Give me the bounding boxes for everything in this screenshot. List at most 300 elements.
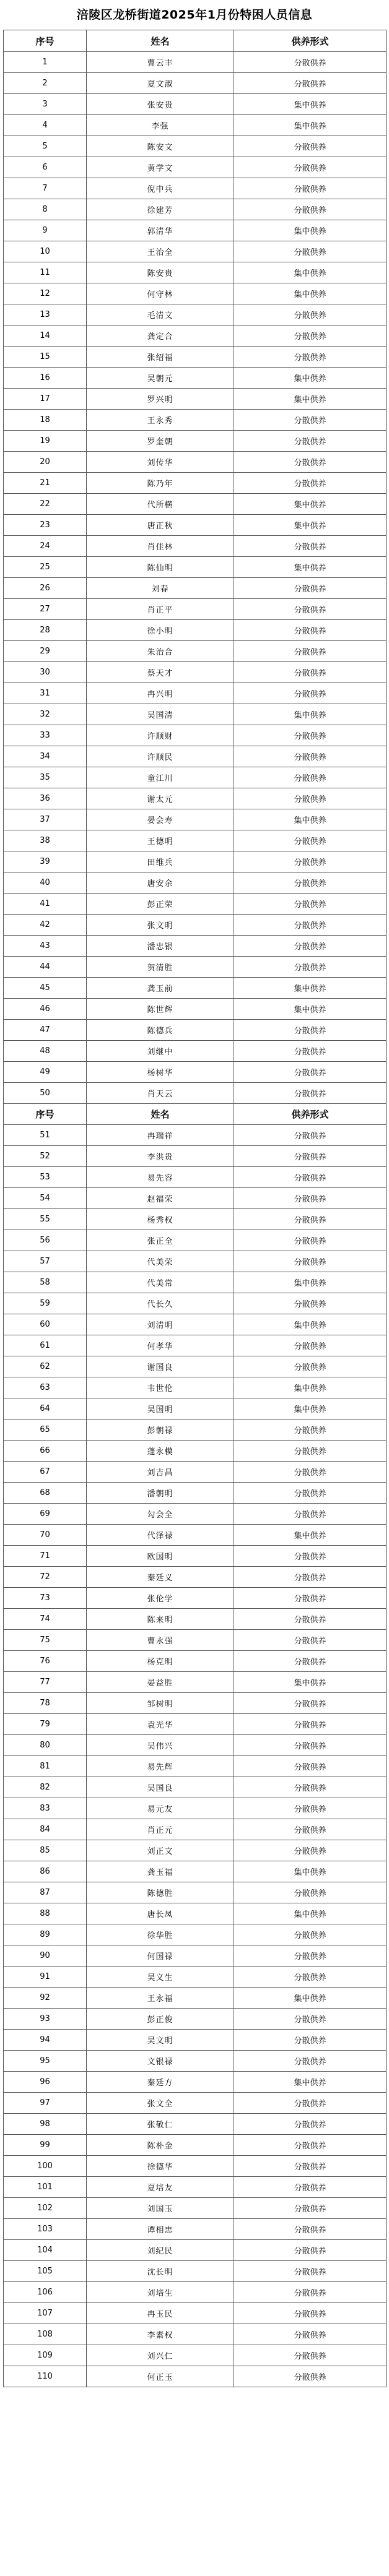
row-index: 92 bbox=[4, 1988, 87, 2009]
row-index: 55 bbox=[4, 1209, 87, 1230]
row-support-type: 分散供养 bbox=[234, 894, 387, 915]
row-name: 袁光华 bbox=[87, 1714, 234, 1735]
row-support-type: 分散供养 bbox=[234, 2135, 387, 2156]
row-support-type: 分散供养 bbox=[234, 1966, 387, 1988]
table-row bbox=[4, 2219, 387, 2240]
table-row bbox=[4, 1609, 387, 1630]
row-support-type: 集中供养 bbox=[234, 1314, 387, 1335]
row-name: 龚定合 bbox=[87, 325, 234, 347]
row-index: 46 bbox=[4, 999, 87, 1020]
row-name: 代所横 bbox=[87, 494, 234, 515]
row-support-type: 分散供养 bbox=[234, 578, 387, 599]
row-name: 沈长明 bbox=[87, 2261, 234, 2282]
row-index: 32 bbox=[4, 704, 87, 725]
row-index: 30 bbox=[4, 662, 87, 683]
row-name: 唐安余 bbox=[87, 872, 234, 894]
row-support-type: 集中供养 bbox=[234, 262, 387, 283]
row-support-type: 分散供养 bbox=[234, 304, 387, 325]
table-row bbox=[4, 1335, 387, 1356]
row-name: 陈安贵 bbox=[87, 262, 234, 283]
row-name: 刘继中 bbox=[87, 1041, 234, 1062]
row-support-type: 分散供养 bbox=[234, 2345, 387, 2366]
row-index: 95 bbox=[4, 2051, 87, 2072]
table-row bbox=[4, 494, 387, 515]
row-name: 张敬仁 bbox=[87, 2114, 234, 2135]
row-support-type: 分散供养 bbox=[234, 1651, 387, 1672]
row-index: 68 bbox=[4, 1483, 87, 1504]
row-name: 欧国明 bbox=[87, 1546, 234, 1567]
row-index: 89 bbox=[4, 1924, 87, 1945]
row-name: 夏文淑 bbox=[87, 73, 234, 94]
table-row bbox=[4, 1419, 387, 1441]
table-row bbox=[4, 304, 387, 325]
table-row bbox=[4, 1146, 387, 1167]
repeated-header-row bbox=[4, 1104, 387, 1125]
table-row bbox=[4, 1230, 387, 1251]
row-index: 28 bbox=[4, 620, 87, 641]
table-row bbox=[4, 1462, 387, 1483]
table-row bbox=[4, 1293, 387, 1314]
row-support-type: 分散供养 bbox=[234, 872, 387, 894]
row-index: 1 bbox=[4, 52, 87, 73]
table-row bbox=[4, 325, 387, 347]
table-row bbox=[4, 2072, 387, 2093]
row-support-type: 分散供养 bbox=[234, 1188, 387, 1209]
row-name: 张安贵 bbox=[87, 94, 234, 115]
table-row bbox=[4, 2324, 387, 2345]
row-name: 张伦学 bbox=[87, 1588, 234, 1609]
row-index: 3 bbox=[4, 94, 87, 115]
row-name: 刘正文 bbox=[87, 1840, 234, 1861]
table-row bbox=[4, 683, 387, 704]
table-row bbox=[4, 2366, 387, 2387]
row-support-type: 分散供养 bbox=[234, 2219, 387, 2240]
row-index: 25 bbox=[4, 557, 87, 578]
table-row bbox=[4, 1693, 387, 1714]
table-row bbox=[4, 283, 387, 304]
row-name: 刘纪民 bbox=[87, 2240, 234, 2261]
row-name: 潘朝明 bbox=[87, 1483, 234, 1504]
row-support-type: 分散供养 bbox=[234, 830, 387, 851]
table-row bbox=[4, 2282, 387, 2303]
row-index: 97 bbox=[4, 2093, 87, 2114]
row-support-type: 分散供养 bbox=[234, 199, 387, 220]
table-row bbox=[4, 1588, 387, 1609]
row-index: 20 bbox=[4, 452, 87, 473]
row-name: 潘忠银 bbox=[87, 936, 234, 957]
table-row bbox=[4, 1903, 387, 1924]
row-name: 王治全 bbox=[87, 241, 234, 262]
row-support-type: 集中供养 bbox=[234, 494, 387, 515]
row-name: 贺清胜 bbox=[87, 957, 234, 978]
row-support-type: 分散供养 bbox=[234, 641, 387, 662]
row-support-type: 分散供养 bbox=[234, 1567, 387, 1588]
row-support-type: 分散供养 bbox=[234, 746, 387, 767]
row-support-type: 分散供养 bbox=[234, 915, 387, 936]
row-index: 7 bbox=[4, 178, 87, 199]
row-name: 刘国玉 bbox=[87, 2198, 234, 2219]
row-index: 29 bbox=[4, 641, 87, 662]
row-support-type: 分散供养 bbox=[234, 2093, 387, 2114]
table-row bbox=[4, 115, 387, 136]
row-name: 李素权 bbox=[87, 2324, 234, 2345]
row-support-type: 集中供养 bbox=[234, 1525, 387, 1546]
table-row bbox=[4, 220, 387, 241]
table-header bbox=[4, 30, 387, 52]
header-index: 序号 bbox=[4, 30, 87, 52]
row-index: 36 bbox=[4, 788, 87, 809]
row-support-type: 集中供养 bbox=[234, 2072, 387, 2093]
row-name: 彭正俊 bbox=[87, 2009, 234, 2030]
table-row bbox=[4, 347, 387, 368]
row-name: 易先辉 bbox=[87, 1756, 234, 1777]
row-support-type: 分散供养 bbox=[234, 1483, 387, 1504]
row-index: 61 bbox=[4, 1335, 87, 1356]
row-index: 83 bbox=[4, 1798, 87, 1819]
row-index: 41 bbox=[4, 894, 87, 915]
row-name: 陈安文 bbox=[87, 136, 234, 157]
row-name: 蓬永模 bbox=[87, 1441, 234, 1462]
table-row bbox=[4, 1251, 387, 1272]
row-name: 龚玉福 bbox=[87, 1861, 234, 1882]
row-support-type: 集中供养 bbox=[234, 809, 387, 830]
row-support-type: 分散供养 bbox=[234, 2177, 387, 2198]
row-index: 103 bbox=[4, 2219, 87, 2240]
table-row bbox=[4, 1062, 387, 1083]
row-name: 杨秀权 bbox=[87, 1209, 234, 1230]
row-support-type: 分散供养 bbox=[234, 136, 387, 157]
row-name: 唐正秋 bbox=[87, 515, 234, 536]
row-name: 王永福 bbox=[87, 1988, 234, 2009]
table-row bbox=[4, 1966, 387, 1988]
row-support-type: 集中供养 bbox=[234, 220, 387, 241]
row-index: 17 bbox=[4, 389, 87, 410]
row-index: 90 bbox=[4, 1945, 87, 1966]
row-name: 谭相忠 bbox=[87, 2219, 234, 2240]
table-row bbox=[4, 1356, 387, 1377]
row-support-type: 分散供养 bbox=[234, 325, 387, 347]
row-name: 倪中兵 bbox=[87, 178, 234, 199]
row-support-type: 分散供养 bbox=[234, 683, 387, 704]
row-index: 59 bbox=[4, 1293, 87, 1314]
row-name: 吴国清 bbox=[87, 704, 234, 725]
row-index: 75 bbox=[4, 1630, 87, 1651]
row-index: 88 bbox=[4, 1903, 87, 1924]
row-support-type: 分散供养 bbox=[234, 936, 387, 957]
table-row bbox=[4, 1483, 387, 1504]
row-support-type: 分散供养 bbox=[234, 2261, 387, 2282]
row-name: 文银禄 bbox=[87, 2051, 234, 2072]
row-support-type: 集中供养 bbox=[234, 368, 387, 389]
row-index: 110 bbox=[4, 2366, 87, 2387]
table-row bbox=[4, 1988, 387, 2009]
table-row bbox=[4, 1735, 387, 1756]
row-support-type: 分散供养 bbox=[234, 2303, 387, 2324]
row-name: 刘清明 bbox=[87, 1314, 234, 1335]
row-name: 罗兴明 bbox=[87, 389, 234, 410]
table-row bbox=[4, 2093, 387, 2114]
row-support-type: 分散供养 bbox=[234, 1798, 387, 1819]
row-index: 72 bbox=[4, 1567, 87, 1588]
row-name: 张文明 bbox=[87, 915, 234, 936]
row-name: 陈德胜 bbox=[87, 1882, 234, 1903]
table-row bbox=[4, 452, 387, 473]
row-index: 105 bbox=[4, 2261, 87, 2282]
table-row bbox=[4, 662, 387, 683]
table-row bbox=[4, 767, 387, 788]
row-index: 49 bbox=[4, 1062, 87, 1083]
header-support-type: 供养形式 bbox=[234, 30, 387, 52]
row-index: 4 bbox=[4, 115, 87, 136]
row-name: 蔡天才 bbox=[87, 662, 234, 683]
table-row bbox=[4, 1630, 387, 1651]
row-name: 刘春 bbox=[87, 578, 234, 599]
row-support-type: 集中供养 bbox=[234, 515, 387, 536]
row-name: 刘吉昌 bbox=[87, 1462, 234, 1483]
row-support-type: 分散供养 bbox=[234, 1419, 387, 1441]
row-name: 毛清文 bbox=[87, 304, 234, 325]
row-support-type: 分散供养 bbox=[234, 2156, 387, 2177]
row-support-type: 分散供养 bbox=[234, 410, 387, 431]
table-row bbox=[4, 1125, 387, 1146]
row-support-type: 分散供养 bbox=[234, 1693, 387, 1714]
table-row bbox=[4, 52, 387, 73]
row-name: 许顺民 bbox=[87, 746, 234, 767]
row-name: 何孝华 bbox=[87, 1335, 234, 1356]
table-row bbox=[4, 1272, 387, 1293]
row-support-type: 分散供养 bbox=[234, 52, 387, 73]
table-row bbox=[4, 1714, 387, 1735]
row-support-type: 集中供养 bbox=[234, 115, 387, 136]
table-row bbox=[4, 1083, 387, 1104]
row-support-type: 分散供养 bbox=[234, 1356, 387, 1377]
table-row bbox=[4, 894, 387, 915]
row-index: 67 bbox=[4, 1462, 87, 1483]
row-index: 77 bbox=[4, 1672, 87, 1693]
row-name: 龚玉前 bbox=[87, 978, 234, 999]
row-support-type: 分散供养 bbox=[234, 157, 387, 178]
row-support-type: 分散供养 bbox=[234, 1167, 387, 1188]
row-name: 肖正元 bbox=[87, 1819, 234, 1840]
row-index: 45 bbox=[4, 978, 87, 999]
row-name: 冉瑞祥 bbox=[87, 1125, 234, 1146]
row-support-type: 分散供养 bbox=[234, 1062, 387, 1083]
row-index: 81 bbox=[4, 1756, 87, 1777]
row-index: 42 bbox=[4, 915, 87, 936]
row-index: 33 bbox=[4, 725, 87, 746]
row-name: 徐德华 bbox=[87, 2156, 234, 2177]
row-name: 夏培友 bbox=[87, 2177, 234, 2198]
row-support-type: 分散供养 bbox=[234, 788, 387, 809]
table-row bbox=[4, 1188, 387, 1209]
row-support-type: 分散供养 bbox=[234, 1251, 387, 1272]
row-index: 106 bbox=[4, 2282, 87, 2303]
row-index: 74 bbox=[4, 1609, 87, 1630]
row-index: 109 bbox=[4, 2345, 87, 2366]
row-name: 肖正平 bbox=[87, 599, 234, 620]
table-row bbox=[4, 1651, 387, 1672]
row-index: 60 bbox=[4, 1314, 87, 1335]
row-index: 52 bbox=[4, 1146, 87, 1167]
personnel-table bbox=[3, 30, 387, 2387]
row-support-type: 集中供养 bbox=[234, 1272, 387, 1293]
table-row bbox=[4, 1777, 387, 1798]
table-row bbox=[4, 1546, 387, 1567]
table-row bbox=[4, 957, 387, 978]
table-row bbox=[4, 2345, 387, 2366]
row-name: 陈来明 bbox=[87, 1609, 234, 1630]
row-support-type: 分散供养 bbox=[234, 1945, 387, 1966]
subheader-name: 姓名 bbox=[87, 1104, 234, 1125]
header-row bbox=[4, 30, 387, 52]
row-support-type: 分散供养 bbox=[234, 1335, 387, 1356]
table-row bbox=[4, 1398, 387, 1419]
table-row bbox=[4, 2240, 387, 2261]
table-row bbox=[4, 915, 387, 936]
row-support-type: 集中供养 bbox=[234, 704, 387, 725]
row-support-type: 分散供养 bbox=[234, 1293, 387, 1314]
row-support-type: 分散供养 bbox=[234, 1020, 387, 1041]
row-support-type: 分散供养 bbox=[234, 1735, 387, 1756]
row-support-type: 分散供养 bbox=[234, 178, 387, 199]
row-index: 62 bbox=[4, 1356, 87, 1377]
table-row bbox=[4, 2009, 387, 2030]
table-row bbox=[4, 1819, 387, 1840]
row-support-type: 分散供养 bbox=[234, 767, 387, 788]
table-row bbox=[4, 2135, 387, 2156]
row-index: 37 bbox=[4, 809, 87, 830]
table-row bbox=[4, 557, 387, 578]
table-row bbox=[4, 936, 387, 957]
table-row bbox=[4, 473, 387, 494]
table-row bbox=[4, 578, 387, 599]
row-support-type: 分散供养 bbox=[234, 1209, 387, 1230]
row-support-type: 集中供养 bbox=[234, 1377, 387, 1398]
row-name: 吴文明 bbox=[87, 2030, 234, 2051]
table-row bbox=[4, 1020, 387, 1041]
row-support-type: 分散供养 bbox=[234, 1777, 387, 1798]
row-name: 杨树华 bbox=[87, 1062, 234, 1083]
row-name: 王德明 bbox=[87, 830, 234, 851]
row-support-type: 分散供养 bbox=[234, 2030, 387, 2051]
row-support-type: 分散供养 bbox=[234, 1462, 387, 1483]
table-row bbox=[4, 136, 387, 157]
table-row bbox=[4, 2261, 387, 2282]
row-name: 徐华胜 bbox=[87, 1924, 234, 1945]
row-name: 勾会全 bbox=[87, 1504, 234, 1525]
row-index: 57 bbox=[4, 1251, 87, 1272]
row-index: 8 bbox=[4, 199, 87, 220]
row-support-type: 分散供养 bbox=[234, 473, 387, 494]
row-name: 陈乃年 bbox=[87, 473, 234, 494]
row-index: 15 bbox=[4, 347, 87, 368]
table-row bbox=[4, 157, 387, 178]
table-row bbox=[4, 410, 387, 431]
row-name: 朱治合 bbox=[87, 641, 234, 662]
row-index: 16 bbox=[4, 368, 87, 389]
row-index: 93 bbox=[4, 2009, 87, 2030]
row-index: 99 bbox=[4, 2135, 87, 2156]
row-name: 刘培生 bbox=[87, 2282, 234, 2303]
subheader-index: 序号 bbox=[4, 1104, 87, 1125]
row-index: 69 bbox=[4, 1504, 87, 1525]
row-index: 91 bbox=[4, 1966, 87, 1988]
row-index: 94 bbox=[4, 2030, 87, 2051]
table-row bbox=[4, 1672, 387, 1693]
row-name: 何国禄 bbox=[87, 1945, 234, 1966]
row-index: 40 bbox=[4, 872, 87, 894]
row-index: 82 bbox=[4, 1777, 87, 1798]
row-index: 6 bbox=[4, 157, 87, 178]
row-support-type: 分散供养 bbox=[234, 2282, 387, 2303]
row-name: 肖佳林 bbox=[87, 536, 234, 557]
row-support-type: 集中供养 bbox=[234, 1398, 387, 1419]
row-name: 张绍福 bbox=[87, 347, 234, 368]
table-row bbox=[4, 2051, 387, 2072]
table-row bbox=[4, 2030, 387, 2051]
row-support-type: 分散供养 bbox=[234, 1924, 387, 1945]
row-index: 54 bbox=[4, 1188, 87, 1209]
row-name: 刘传华 bbox=[87, 452, 234, 473]
row-name: 黄学文 bbox=[87, 157, 234, 178]
row-support-type: 分散供养 bbox=[234, 347, 387, 368]
row-name: 王永秀 bbox=[87, 410, 234, 431]
row-support-type: 分散供养 bbox=[234, 1125, 387, 1146]
row-name: 许顺财 bbox=[87, 725, 234, 746]
table-row bbox=[4, 641, 387, 662]
row-support-type: 分散供养 bbox=[234, 536, 387, 557]
row-support-type: 集中供养 bbox=[234, 283, 387, 304]
row-index: 23 bbox=[4, 515, 87, 536]
row-index: 85 bbox=[4, 1840, 87, 1861]
row-support-type: 分散供养 bbox=[234, 1230, 387, 1251]
row-index: 26 bbox=[4, 578, 87, 599]
row-support-type: 集中供养 bbox=[234, 1988, 387, 2009]
row-name: 代美荣 bbox=[87, 1251, 234, 1272]
table-row bbox=[4, 1167, 387, 1188]
table-row bbox=[4, 1945, 387, 1966]
row-support-type: 集中供养 bbox=[234, 389, 387, 410]
table-row bbox=[4, 262, 387, 283]
table-row bbox=[4, 431, 387, 452]
table-row bbox=[4, 94, 387, 115]
row-name: 吴伟兴 bbox=[87, 1735, 234, 1756]
row-support-type: 分散供养 bbox=[234, 957, 387, 978]
table-row bbox=[4, 1504, 387, 1525]
row-name: 曹云丰 bbox=[87, 52, 234, 73]
row-index: 19 bbox=[4, 431, 87, 452]
table-row bbox=[4, 2114, 387, 2135]
row-support-type: 分散供养 bbox=[234, 2240, 387, 2261]
row-name: 李洪贵 bbox=[87, 1146, 234, 1167]
row-support-type: 分散供养 bbox=[234, 725, 387, 746]
row-name: 罗奎朝 bbox=[87, 431, 234, 452]
table-row bbox=[4, 2156, 387, 2177]
row-support-type: 分散供养 bbox=[234, 1441, 387, 1462]
row-index: 96 bbox=[4, 2072, 87, 2093]
row-index: 58 bbox=[4, 1272, 87, 1293]
page-title: 涪陵区龙桥街道2025年1月份特困人员信息 bbox=[76, 8, 313, 22]
row-support-type: 集中供养 bbox=[234, 1672, 387, 1693]
row-name: 陈世辉 bbox=[87, 999, 234, 1020]
table-row bbox=[4, 809, 387, 830]
row-index: 14 bbox=[4, 325, 87, 347]
row-support-type: 分散供养 bbox=[234, 73, 387, 94]
row-name: 冉玉民 bbox=[87, 2303, 234, 2324]
table-body bbox=[4, 52, 387, 2387]
row-support-type: 分散供养 bbox=[234, 1546, 387, 1567]
row-support-type: 分散供养 bbox=[234, 2198, 387, 2219]
